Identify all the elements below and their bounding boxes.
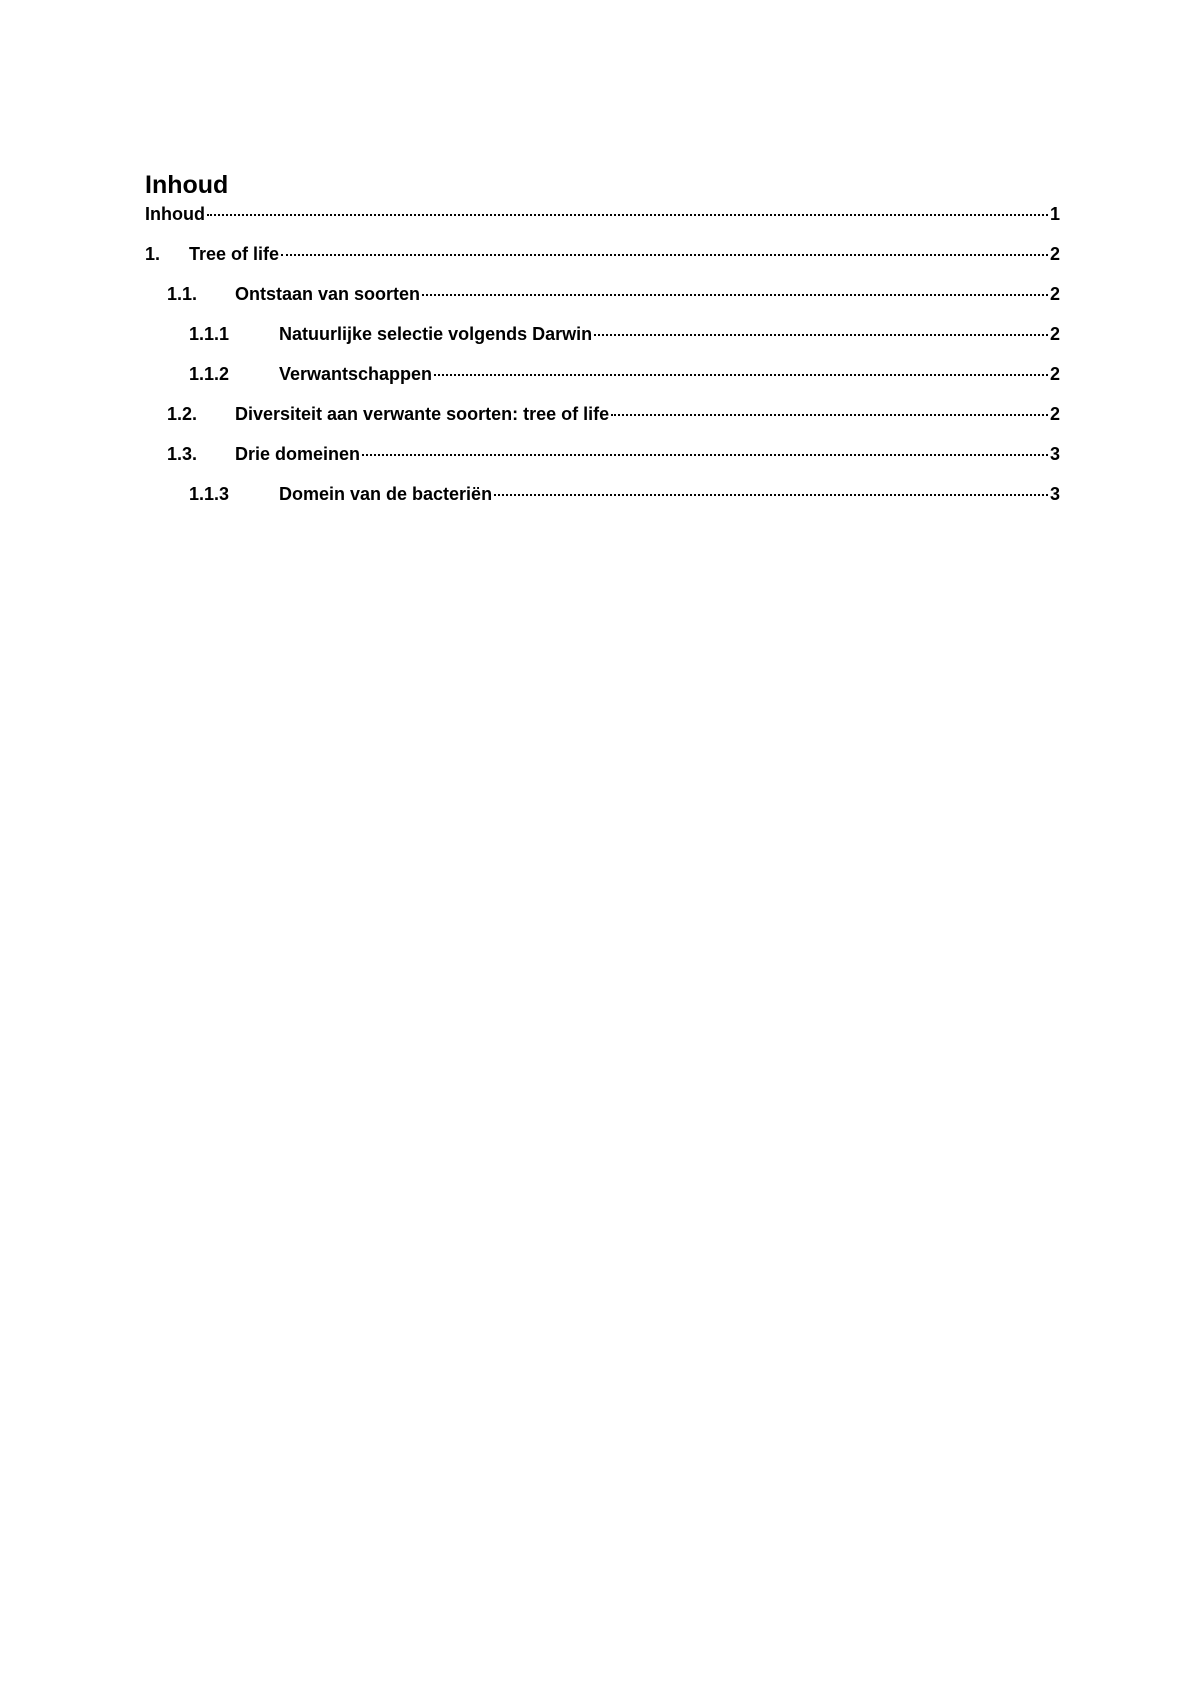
toc-page-number: 2 (1049, 364, 1060, 384)
toc-entry-domein-bacterien[interactable] (145, 484, 1060, 524)
toc-entry-number: 1.3. (167, 444, 198, 464)
toc-entry-title: Tree of life (189, 244, 280, 264)
toc-entry-number: 1.1. (167, 284, 198, 304)
toc-heading: Inhoud (145, 171, 229, 199)
toc-page-number: 1 (1049, 204, 1060, 224)
toc-entry-verwantschappen[interactable] (145, 364, 1060, 404)
toc-entry-title: Diversiteit aan verwante soorten: tree of life (235, 404, 610, 424)
toc-dot-leader (494, 494, 1048, 496)
toc-page-number: 2 (1049, 244, 1060, 264)
toc-dot-leader (207, 214, 1048, 216)
toc-dot-leader (362, 454, 1048, 456)
toc-entry-number: 1.1.1 (189, 324, 230, 344)
toc-page-number: 2 (1049, 284, 1060, 304)
toc-entry-drie-domeinen[interactable] (145, 444, 1060, 484)
toc-list (145, 204, 1060, 524)
toc-entry-ontstaan-van-soorten[interactable] (145, 284, 1060, 324)
toc-entry-title: Natuurlijke selectie volgends Darwin (279, 324, 593, 344)
toc-dot-leader (611, 414, 1048, 416)
toc-entry-diversiteit[interactable] (145, 404, 1060, 444)
toc-dot-leader (422, 294, 1048, 296)
toc-page-number: 3 (1049, 484, 1060, 504)
toc-entry-title: Domein van de bacteriën (279, 484, 493, 504)
toc-entry-number: 1.2. (167, 404, 198, 424)
toc-dot-leader (594, 334, 1048, 336)
toc-page-number: 2 (1049, 404, 1060, 424)
toc-entry-title: Verwantschappen (279, 364, 433, 384)
toc-entry-title: Ontstaan van soorten (235, 284, 421, 304)
toc-entry-number: 1. (145, 244, 161, 264)
toc-dot-leader (434, 374, 1048, 376)
table-of-contents (145, 170, 1060, 524)
toc-entry-inhoud[interactable] (145, 204, 1060, 244)
toc-entry-tree-of-life[interactable] (145, 244, 1060, 284)
toc-entry-title: Inhoud (145, 204, 205, 224)
toc-dot-leader (281, 254, 1048, 256)
toc-entry-title: Drie domeinen (235, 444, 361, 464)
toc-entry-number: 1.1.2 (189, 364, 230, 384)
toc-entry-number: 1.1.3 (189, 484, 230, 504)
toc-entry-natuurlijke-selectie[interactable] (145, 324, 1060, 364)
toc-page-number: 2 (1049, 324, 1060, 344)
toc-page-number: 3 (1049, 444, 1060, 464)
